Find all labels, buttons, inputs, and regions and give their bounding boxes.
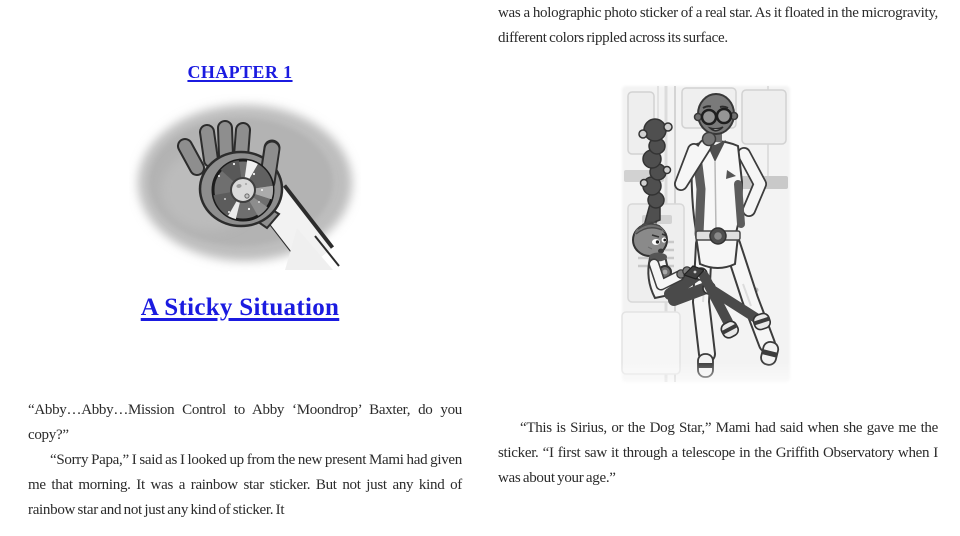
chapter-title-link[interactable]: A Sticky Situation (140, 294, 340, 321)
right-page (480, 0, 960, 536)
wall-fade (608, 362, 803, 399)
illustration-abby-and-papa (608, 84, 803, 399)
right-page-text-top (498, 1, 938, 51)
paragraph: “Sorry Papa,” I said as I looked up from the new present Mami had given me that morning. It was a rainbow star sticker. But not just any kind of rainbow star and not just any kind of sticker. It (28, 452, 462, 518)
chapter-number-link[interactable]: CHAPTER 1 (187, 62, 293, 82)
illustration-hand-sticker (129, 94, 361, 272)
right-page-text-bottom (498, 416, 938, 491)
left-page-text (28, 398, 462, 523)
star-sticker-disc (213, 160, 273, 220)
paragraph: “Abby…Abby…Mission Control to Abby ‘Moondrop’ Baxter, do you copy?” (28, 402, 462, 443)
paragraph: was a holographic photo sticker of a real star. As it floated in the microgravity, different colors rippled across its surface. (498, 5, 938, 46)
paragraph: “This is Sirius, or the Dog Star,” Mami had said when she gave me the sticker. “I first saw it through a telescope in the Griffith Observatory when I was about your age.” (498, 420, 938, 486)
